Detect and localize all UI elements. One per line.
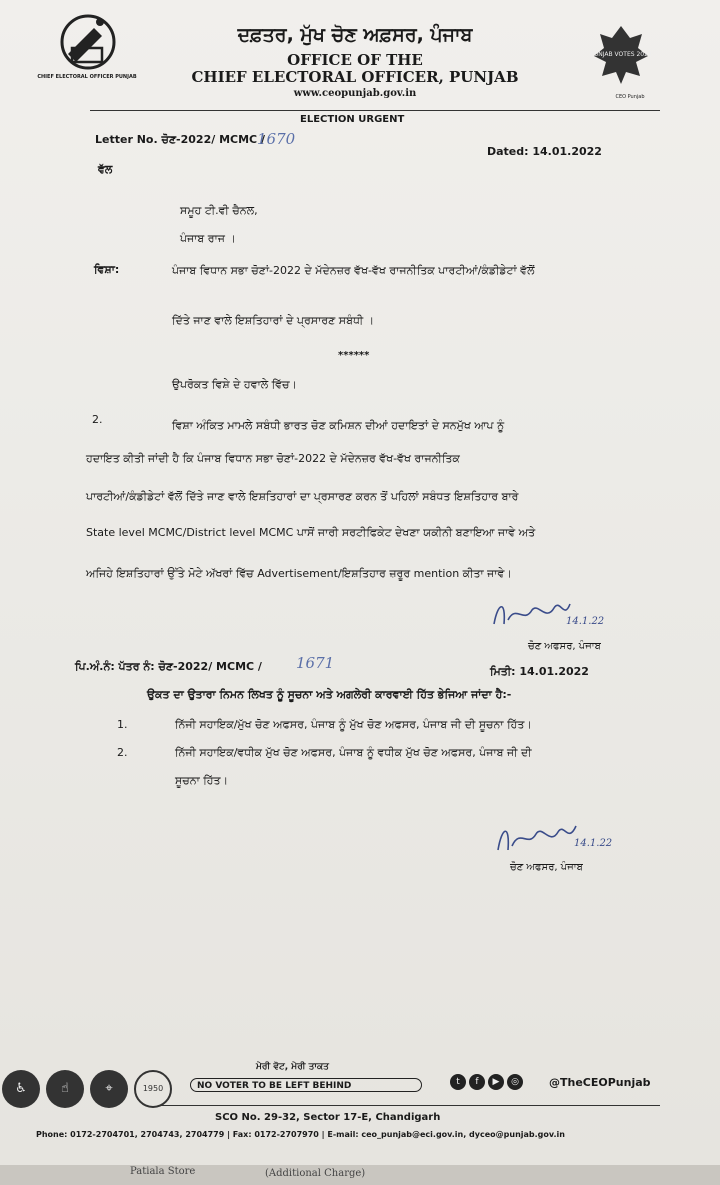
- youtube-icon: ▶: [488, 1074, 504, 1090]
- slogan-english: NO VOTER TO BE LEFT BEHIND: [190, 1078, 422, 1092]
- paragraph-line-2: ਹਦਾਇਤ ਕੀਤੀ ਜਾਂਦੀ ਹੈ ਕਿ ਪੰਜਾਬ ਵਿਧਾਨ ਸਭਾ ਚੋਣਾਂ-2022 ਦੇ ਮੱਦੇਨਜ਼ਰ ਵੱਖ-ਵੱਖ ਰਾਜਨੀਤਿਕ: [86, 452, 460, 465]
- endorsement-number-handwritten: 1671: [296, 654, 335, 672]
- logo-caption: CHIEF ELECTORAL OFFICER PUNJAB: [37, 74, 137, 80]
- designation-1: ਚੋਣ ਅਫਸਰ, ਪੰਜਾਬ: [528, 641, 601, 652]
- election-commission-logo: [42, 8, 134, 94]
- addressee-line-1: ਸਮੂਹ ਟੀ.ਵੀ ਚੈਨਲ,: [180, 204, 258, 217]
- footer-icons: [2, 1070, 172, 1108]
- urgency-label: ELECTION URGENT: [300, 114, 405, 125]
- subject-label: ਵਿਸ਼ਾ:: [94, 263, 120, 276]
- office-address: SCO No. 29-32, Sector 17-E, Chandigarh: [215, 1112, 441, 1123]
- punjab-votes-logo: [590, 22, 652, 104]
- social-handle: @TheCEOPunjab: [549, 1076, 651, 1089]
- designation-2: ਚੋਣ ਅਫਸਰ, ਪੰਜਾਬ: [510, 862, 583, 873]
- copy-heading: ਉਕਤ ਦਾ ਉਤਾਰਾ ਨਿਮਨ ਲਿਖਤ ਨੂੰ ਸੂਚਨਾ ਅਤੇ ਅਗਲੇਰੀ ਕਾਰਵਾਈ ਹਿੱਤ ਭੇਜਿਆ ਜਾਂਦਾ ਹੈ:-: [147, 688, 512, 701]
- paragraph-line-3: ਪਾਰਟੀਆਂ/ਕੰਡੀਡੇਟਾਂ ਵੱਲੋਂ ਦਿੱਤੇ ਜਾਣ ਵਾਲੇ ਇਸ਼ਤਿਹਾਰਾਂ ਦਾ ਪ੍ਰਸਾਰਣ ਕਰਨ ਤੋਂ ਪਹਿਲਾਂ ਸਬੰਧਤ ਇਸ਼ਤਿਹਾਰ ਬਾਰੇ: [86, 490, 519, 503]
- social-icons: [450, 1074, 523, 1092]
- national-voters-day-badge: 1950: [134, 1070, 172, 1108]
- subject-line-1: ਪੰਜਾਬ ਵਿਧਾਨ ਸਭਾ ਚੋਣਾਂ-2022 ਦੇ ਮੱਦੇਨਜ਼ਰ ਵੱਖ-ਵੱਖ ਰਾਜਨੀਤਿਕ ਪਾਰਟੀਆਂ/ਕੰਡੀਡੇਟਾਂ ਵੱਲੋਂ: [172, 264, 535, 277]
- office-title-line-1: OFFICE OF THE: [287, 51, 423, 69]
- paragraph-line-1: ਵਿਸ਼ਾ ਅੰਕਿਤ ਮਾਮਲੇ ਸਬੰਧੀ ਭਾਰਤ ਚੋਣ ਕਮਿਸ਼ਨ ਦੀਆਂ ਹਦਾਇਤਾਂ ਦੇ ਸਨਮੁੱਖ ਆਪ ਨੂੰ: [172, 419, 505, 432]
- instagram-icon: ◎: [507, 1074, 523, 1090]
- letter-number: Letter No. ਚੋਣ-2022/ MCMC /: [95, 133, 265, 146]
- underlying-paper-text-2: (Additional Charge): [265, 1168, 366, 1179]
- separator: ******: [338, 350, 370, 361]
- addressee-line-2: ਪੰਜਾਬ ਰਾਜ ।: [180, 232, 236, 245]
- paragraph-line-5: ਅਜਿਹੇ ਇਸ਼ਤਿਹਾਰਾਂ ਉੱਤੇ ਮੋਟੇ ਅੱਖਰਾਂ ਵਿੱਚ Advertisement/ਇਸ਼ਤਿਹਾਰ ਜ਼ਰੂਰ mention ਕੀਤਾ ਜਾਵੇ।: [86, 567, 512, 580]
- letter-date: Dated: 14.01.2022: [487, 145, 602, 158]
- office-title-line-2: CHIEF ELECTORAL OFFICER, PUNJAB: [191, 68, 519, 86]
- office-title-punjabi: ਦਫ਼ਤਰ, ਮੁੱਖ ਚੋਣ ਅਫ਼ਸਰ, ਪੰਜਾਬ: [237, 24, 473, 46]
- paragraph-number: 2.: [92, 413, 103, 426]
- logo-right-text: PUNJAB VOTES 2022: [590, 51, 652, 58]
- reference-line: ਉਪਰੋਕਤ ਵਿਸ਼ੇ ਦੇ ਹਵਾਲੇ ਵਿੱਚ।: [172, 378, 297, 391]
- paragraph-line-4: State level MCMC/District level MCMC ਪਾਸੋਂ ਜਾਰੀ ਸਰਟੀਫਿਕੇਟ ਦੇਖਣਾ ਯਕੀਨੀ ਬਣਾਇਆ ਜਾਵੇ ਅਤੇ: [86, 526, 536, 539]
- footer-rule: [160, 1105, 660, 1106]
- contact-details: Phone: 0172-2704701, 2704743, 2704779 | Fax: 0172-2707970 | E-mail: ceo_punjab@eci.gov.in, dyceo@punjab.gov.in: [36, 1130, 565, 1139]
- facebook-icon: f: [469, 1074, 485, 1090]
- subject-line-2: ਦਿੱਤੇ ਜਾਣ ਵਾਲੇ ਇਸ਼ਤਿਹਾਰਾਂ ਦੇ ਪ੍ਰਸਾਰਣ ਸਬੰਧੀ ।: [172, 314, 375, 327]
- accessibility-icon: ♿: [2, 1070, 40, 1108]
- hand-icon: ☝: [46, 1070, 84, 1108]
- signature-2-date: 14.1.22: [574, 838, 613, 849]
- endorsement-number: ਪਿ.ਅੰ.ਨੰ: ਪੱਤਰ ਨੰ: ਚੋਣ-2022/ MCMC /: [75, 660, 262, 673]
- underlying-paper-text-1: Patiala Store: [130, 1166, 196, 1177]
- slogan-punjabi: ਮੇਰੀ ਵੋਟ, ਮੇਰੀ ਤਾਕਤ: [256, 1062, 329, 1072]
- copy-1-text: ਨਿੱਜੀ ਸਹਾਇਕ/ਮੁੱਖ ਚੋਣ ਅਫਸਰ, ਪੰਜਾਬ ਨੂੰ ਮੁੱਖ ਚੋਣ ਅਫਸਰ, ਪੰਜਾਬ ਜੀ ਦੀ ਸੂਚਨਾ ਹਿੱਤ।: [175, 718, 532, 731]
- signature-1-date: 14.1.22: [566, 616, 605, 627]
- copy-1-number: 1.: [117, 718, 128, 731]
- logo-right-sub: CEO Punjab: [615, 94, 645, 100]
- to-label: ਵੱਲ: [98, 163, 113, 176]
- copy-2-text: ਨਿੱਜੀ ਸਹਾਇਕ/ਵਧੀਕ ਮੁੱਖ ਚੋਣ ਅਫਸਰ, ਪੰਜਾਬ ਨੂੰ ਵਧੀਕ ਮੁੱਖ ਚੋਣ ਅਫਸਰ, ਪੰਜਾਬ ਜੀ ਦੀ: [175, 746, 532, 759]
- letter-number-handwritten: 1670: [257, 130, 296, 148]
- location-pin-icon: ⌖: [90, 1070, 128, 1108]
- office-website: www.ceopunjab.gov.in: [293, 88, 417, 99]
- twitter-icon: t: [450, 1074, 466, 1090]
- header-rule: [90, 110, 660, 111]
- copy-2-number: 2.: [117, 746, 128, 759]
- copy-2-text-cont: ਸੂਚਨਾ ਹਿੱਤ।: [175, 774, 229, 787]
- endorsement-date: ਮਿਤੀ: 14.01.2022: [490, 665, 589, 678]
- signature-1: [488, 594, 628, 634]
